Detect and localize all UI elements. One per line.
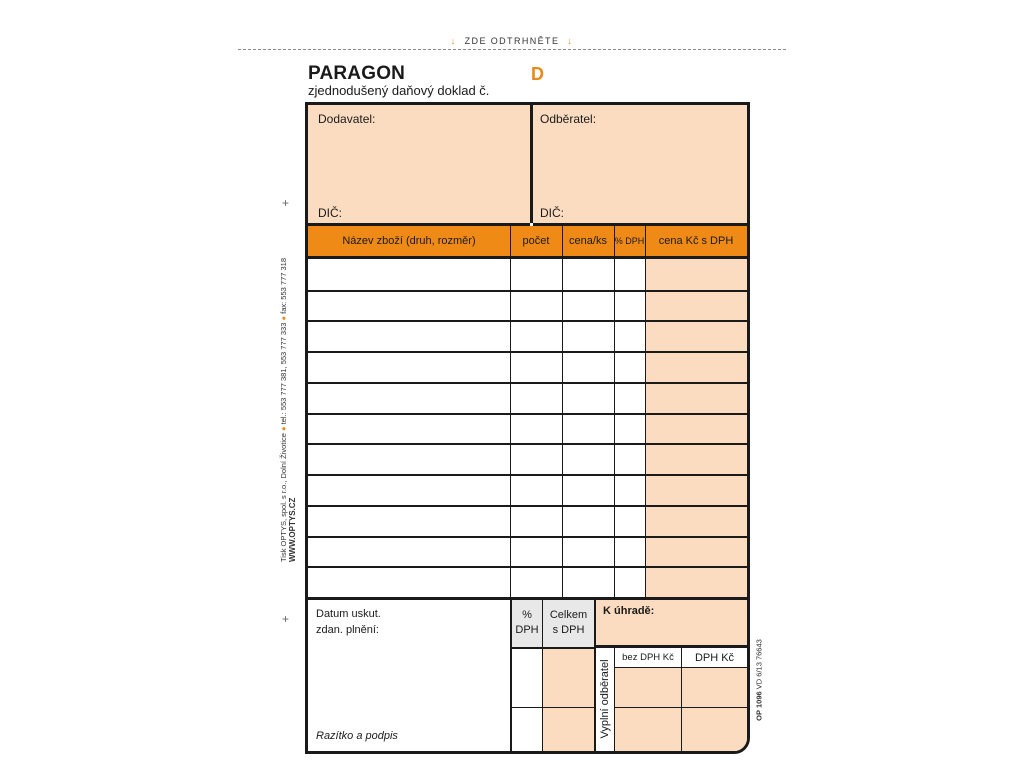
tear-line-text: ZDE ODTRHNĚTE — [464, 36, 560, 46]
tear-line-label — [0, 36, 1024, 46]
form-title: PARAGON — [308, 63, 406, 84]
crosshair-icon: + — [282, 196, 290, 210]
customer-fills-cell — [596, 648, 614, 751]
tear-dashed-line — [238, 49, 786, 50]
without-vat-cells[interactable] — [615, 668, 681, 751]
website-text: WWW.OPTYS.CZ — [288, 497, 297, 563]
vat-amount-cells[interactable] — [682, 668, 747, 751]
date-label-line1: Datum uskut. — [316, 608, 381, 620]
footer-col-divider — [542, 600, 543, 751]
bullet-icon: ● — [279, 424, 288, 431]
table-row-line — [308, 536, 747, 538]
footer-row-line — [512, 707, 594, 708]
table-row-line — [308, 443, 747, 445]
table-row-line — [308, 413, 747, 415]
form-code-version: VD 6/13 76643 — [754, 639, 764, 690]
table-row-line — [308, 320, 747, 322]
col-divider — [562, 226, 563, 597]
column-header-total: cena Kč s DPH — [658, 235, 734, 247]
total-column-fill — [645, 259, 747, 597]
date-label-line2: zdan. plnění: — [316, 624, 379, 636]
without-vat-label: bez DPH Kč — [622, 652, 674, 663]
column-header-name: Název zboží (druh, rozměr) — [342, 235, 476, 247]
total-label-line2: s DPH — [552, 624, 585, 636]
total-label-line1: Celkem — [549, 609, 588, 621]
to-pay-label: K úhradě: — [603, 605, 655, 617]
form-subtitle: zjednodušený daňový doklad č. — [308, 83, 490, 98]
vat-amount-label: DPH Kč — [694, 652, 735, 664]
table-row-line — [308, 290, 747, 292]
col-divider — [645, 226, 646, 597]
column-header-vat-pct: % DPH — [614, 236, 645, 246]
bullet-icon: ● — [279, 313, 288, 321]
total-value-cells[interactable] — [543, 649, 594, 751]
arrow-down-icon: ↓ — [567, 36, 574, 46]
customer-tax-label: DIČ: — [540, 206, 564, 220]
variant-letter: D — [531, 64, 544, 84]
form-code — [752, 620, 766, 740]
fax-line: fax: 553 777 318 — [279, 257, 288, 314]
column-header-unit-price: cena/ks — [569, 235, 607, 247]
footer-row-line — [614, 707, 747, 708]
receipt-form — [305, 102, 750, 754]
table-row-line — [308, 505, 747, 507]
col-divider — [614, 226, 615, 597]
table-row-line — [308, 566, 747, 568]
form-code-number: OP 1096 — [754, 691, 764, 721]
crosshair-icon: + — [282, 612, 290, 626]
footer-row-line — [512, 647, 594, 649]
arrow-down-icon: ↓ — [450, 36, 457, 46]
vat-pct-label: % DPH — [515, 609, 539, 636]
table-row-line — [308, 351, 747, 353]
total-label — [543, 608, 594, 638]
printer-line: Tisk OPTYS, spol. s r.o., Dolní Životice — [279, 433, 288, 563]
table-row-line — [308, 474, 747, 476]
supplier-tax-label: DIČ: — [318, 206, 342, 220]
supplier-label: Dodavatel: — [318, 112, 376, 126]
stamp-label: Razítko a podpis — [316, 730, 398, 742]
side-printer-info — [277, 240, 299, 580]
to-pay-underline — [596, 645, 747, 648]
customer-fills-label: Vyplní odběratel — [599, 659, 611, 739]
table-row-line — [308, 382, 747, 384]
footer-col-divider — [681, 648, 682, 751]
column-header-count: počet — [522, 235, 550, 247]
customer-label: Odběratel: — [540, 112, 597, 126]
phone-line: tel.: 553 777 381, 553 777 333 — [279, 322, 288, 425]
col-divider — [510, 226, 511, 597]
party-divider — [530, 105, 533, 223]
date-label — [316, 606, 381, 638]
